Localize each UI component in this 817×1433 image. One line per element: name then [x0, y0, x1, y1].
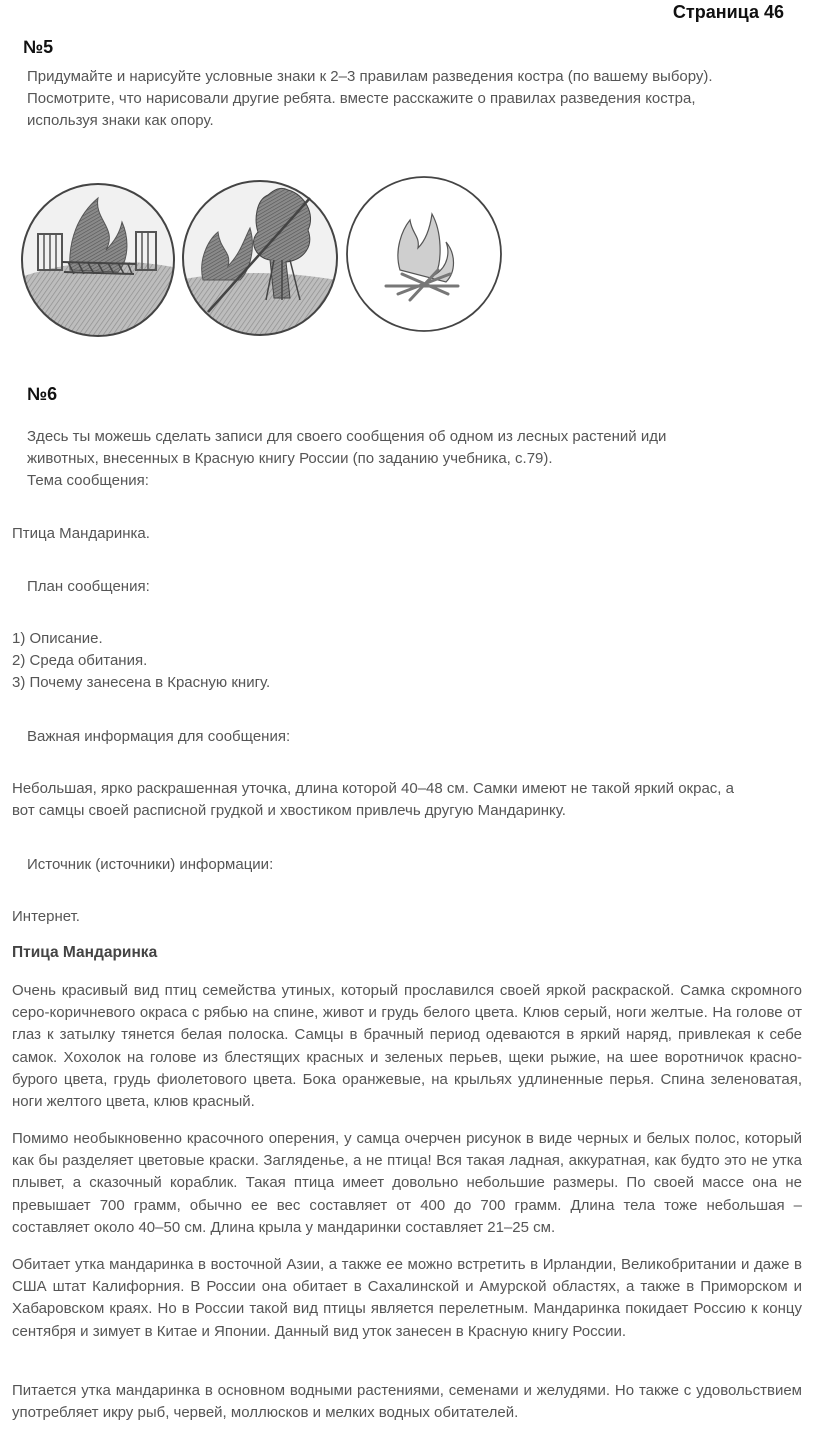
plan-list: [12, 628, 802, 694]
fenced-campfire-icon: [18, 170, 188, 340]
article-paragraph: Очень красивый вид птиц семейства утиных, который прославился своей яркой раскраской. Самка скромного серо-коричневого окраса с рябью на спине, живот и грудь белого цвета. Клюв серый, ноги желтые. На голове от глаз к затылку тянется белая полоска. Самцы в брачный период одеваются в яркий наряд, привлекая к себе самок. Хохолок на голове из блестящих красных и зеленых перьев, щеки рыжие, на шее воротничок красно-бурого цвета, грудь фиолетового цвета. Бока оранжевые, на крыльях удлиненные перья. Спина зеленоватая, ноги желтого цвета, клюв красный.: [12, 982, 802, 1111]
list-item: 2) Среда обитания.: [12, 652, 148, 669]
no-fire-near-trees-icon: [178, 170, 348, 340]
topic-value: Птица Мандаринка.: [12, 525, 150, 542]
article-paragraph: Обитает утка мандаринка в восточной Азии, а также ее можно встретить в Ирландии, Великобритании и даже в США штат Калифорния. В России она обитает в Сахалинской и Амурской областях, а также в Приморском и Хабаровском краях. Но в России такой вид птицы является перелетным. Мандаринка покидает Россию к концу сентября и зимует в Китае и Японии. Данный вид уток занесен в Красную книгу России.: [12, 1256, 802, 1340]
list-item: 1) Описание.: [12, 630, 103, 647]
task-6-number: №6: [27, 384, 58, 404]
instruction-line: используя знаки как опору.: [27, 112, 214, 129]
instruction-line: Придумайте и нарисуйте условные знаки к 2–3 правилам разведения костра (по вашему выбору).: [27, 68, 713, 85]
article-paragraph: Помимо необыкновенно красочного оперения, у самца очерчен рисунок в виде черных и белых полос, который как бы разделяет цветовые краски. Загляденье, а не птица! Вся такая ладная, аккуратная, как будто это не утка плывет, а сказочный кораблик. Такая птица имеет довольно небольшие размеры. По своей массе она не превышает 700 грамм, обычно ее вес составляет от 400 до 700 грамм. Длина тела тоже небольшая – составляет около 40–50 см. Длина крыла у мандаринки составляет 21–25 см.: [12, 1130, 802, 1236]
info-label: Важная информация для сообщения:: [27, 728, 291, 745]
instruction-line: Здесь ты можешь сделать записи для своего сообщения об одном из лесных растений иди: [27, 428, 667, 445]
source-label: Источник (источники) информации:: [27, 856, 274, 873]
instruction-line: животных, внесенных в Красную книгу России (по заданию учебника, с.79).: [27, 450, 553, 467]
campfire-icon: [347, 177, 501, 331]
task-5-number: №5: [23, 37, 54, 57]
page-number: Страница 46: [672, 2, 784, 22]
list-item: 3) Почему занесена в Красную книгу.: [12, 674, 271, 691]
info-line: вот самцы своей расписной грудкой и хвостиком привлечь другую Мандаринку.: [12, 802, 566, 819]
article-paragraph: Питается утка мандаринка в основном водными растениями, семенами и желудями. Но также с удовольствием употребляет икру рыб, червей, моллюсков и мелких водных обитателей.: [12, 1382, 802, 1422]
task-5-instruction: [27, 66, 713, 132]
instruction-line: Посмотрите, что нарисовали другие ребята. вместе расскажите о правилах разведения костра,: [27, 90, 696, 107]
source-value: Интернет.: [12, 908, 80, 925]
task-6-instruction: [27, 426, 666, 492]
topic-label: Тема сообщения:: [27, 472, 149, 489]
fire-rule-signs: [18, 170, 508, 340]
info-line: Небольшая, ярко раскрашенная уточка, длина которой 40–48 см. Самки имеют не такой яркий окрас, а: [12, 780, 734, 797]
info-value: [12, 778, 802, 822]
plan-label: План сообщения:: [27, 578, 150, 595]
article-title: Птица Мандаринка: [12, 944, 158, 961]
